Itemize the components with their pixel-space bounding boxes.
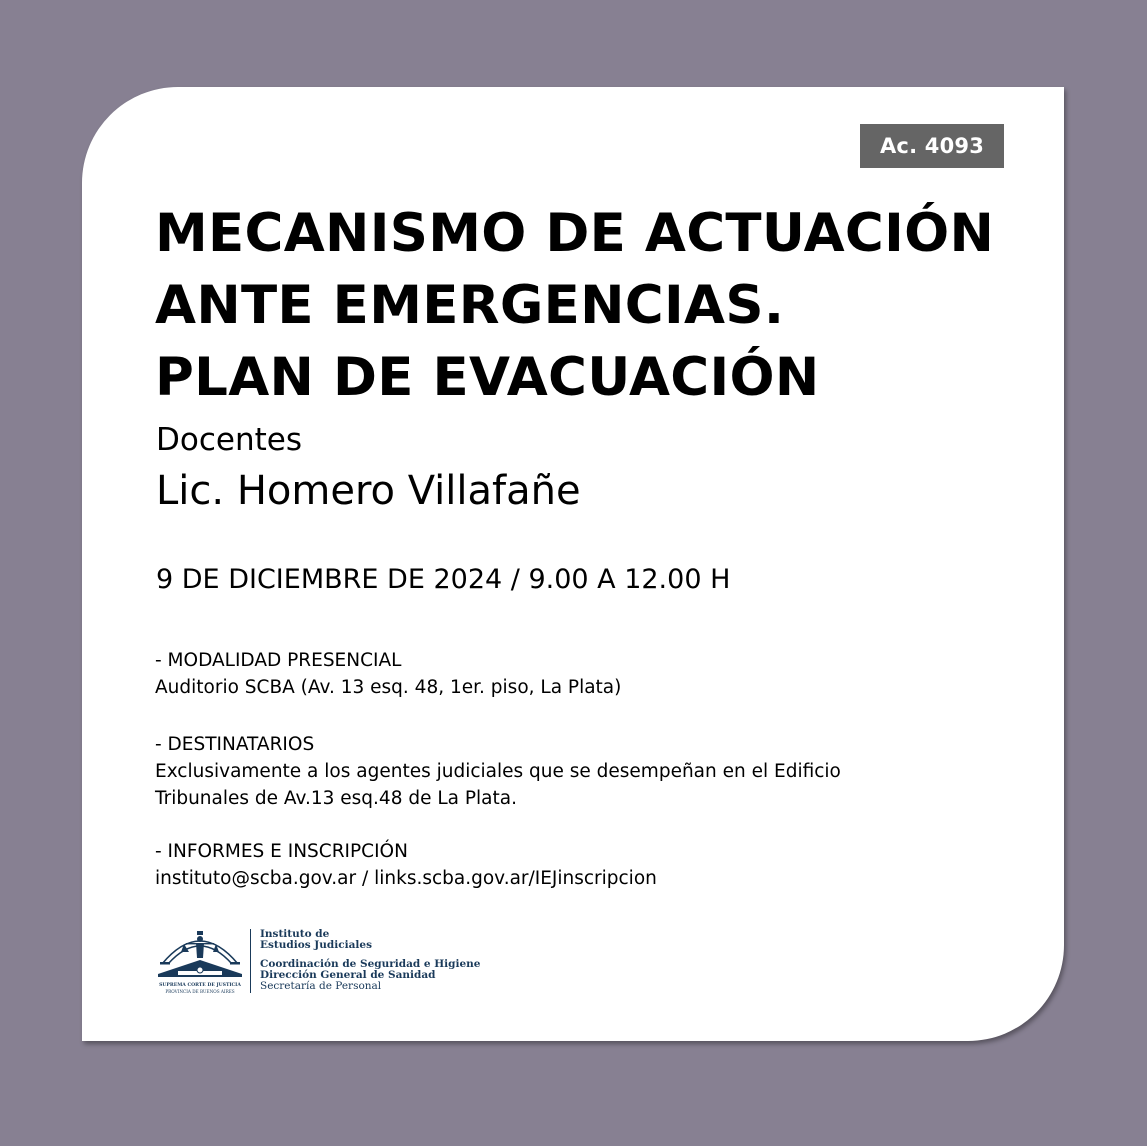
destinatarios-body-line-1: Exclusivamente a los agentes judiciales que se desempeñan en el Edificio (155, 761, 841, 782)
logo-divider (250, 929, 251, 993)
destinatarios-heading: - DESTINATARIOS (155, 734, 315, 755)
destinatarios-body-line-2: Tribunales de Av.13 esq.48 de La Plata. (155, 788, 517, 809)
emblem-caption-2: PROVINCIA DE BUENOS AIRES (165, 989, 235, 994)
institution-credits (260, 929, 481, 992)
emblem-caption-1: SUPREMA CORTE DE JUSTICIA (159, 983, 241, 988)
scales-of-justice-emblem-icon (156, 924, 244, 996)
event-date-time: 9 DE DICIEMBRE DE 2024 / 9.00 A 12.00 H (156, 564, 731, 595)
page-title (155, 198, 994, 414)
informes-contact: instituto@scba.gov.ar / links.scba.gov.ar/IEJinscripcion (155, 868, 657, 889)
modalidad-body: Auditorio SCBA (Av. 13 esq. 48, 1er. piso, La Plata) (155, 677, 622, 698)
coordination-line-3: Secretaría de Personal (260, 980, 382, 992)
title-line-3: PLAN DE EVACUACIÓN (155, 347, 820, 408)
title-line-2: ANTE EMERGENCIAS. (155, 275, 785, 336)
coordination-line-2: Dirección General de Sanidad (260, 969, 436, 981)
modalidad-section (155, 647, 621, 701)
informes-section (155, 838, 657, 892)
institute-line-2: Estudios Judiciales (260, 939, 372, 951)
docente-name: Lic. Homero Villafañe (156, 468, 581, 514)
title-line-1: MECANISMO DE ACTUACIÓN (155, 203, 995, 264)
docentes-label: Docentes (156, 422, 302, 458)
acuerdo-badge: Ac. 4093 (860, 124, 1004, 168)
modalidad-heading: - MODALIDAD PRESENCIAL (155, 650, 402, 671)
destinatarios-section (155, 731, 841, 812)
informes-heading: - INFORMES E INSCRIPCIÓN (155, 841, 408, 862)
coordination-line-1: Coordinación de Seguridad e Higiene (260, 958, 481, 970)
institute-line-1: Instituto de (260, 928, 330, 940)
